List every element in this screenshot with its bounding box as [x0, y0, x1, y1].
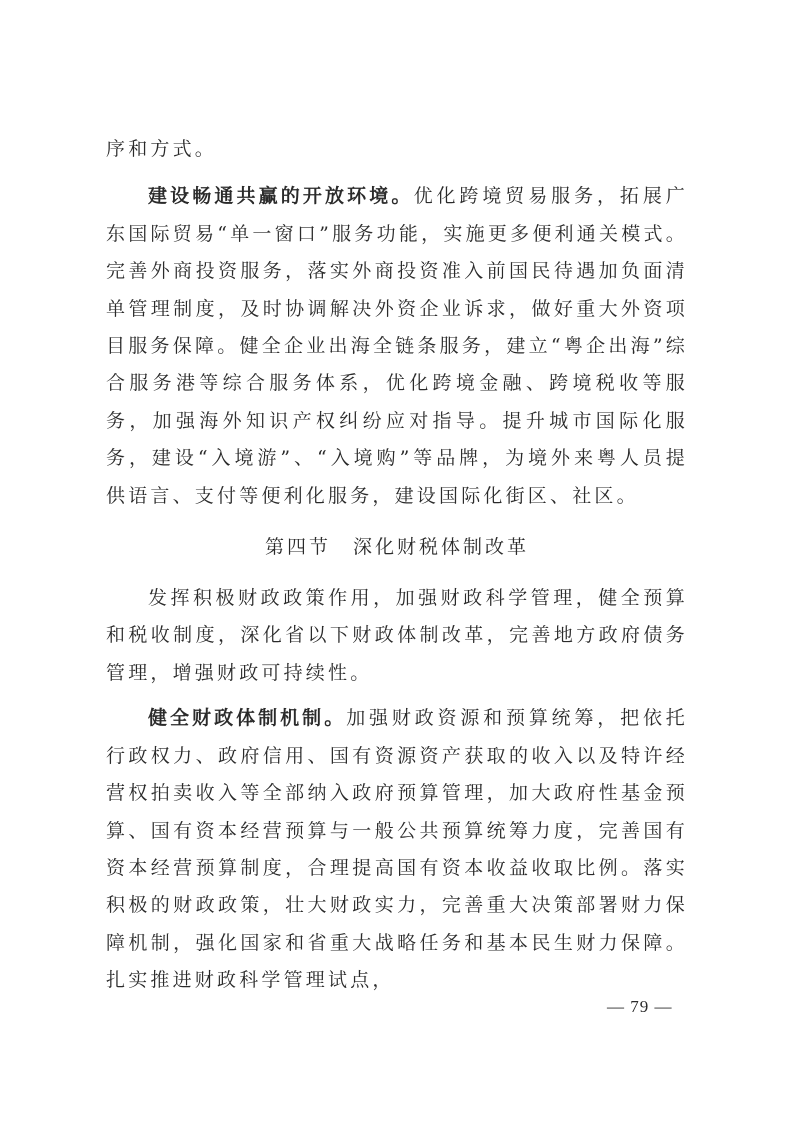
section-heading [106, 532, 688, 562]
paragraph-lead-heading: 健全财政体制机制。 [148, 707, 347, 730]
section-number: 第四节 [264, 536, 331, 559]
section-title-text: 深化财税体制改革 [353, 536, 530, 559]
paragraph-text: 加强财政资源和预算统筹，把依托行政权力、政府信用、国有资源资产获取的收入以及特许经营权拍卖收入等全部纳入政府预算管理，加大政府性基金预算、国有资本经营预算与一般公共预算统筹力度，完善国有资本经营预算制度，合理提高国有资本收益收取比例。落实积极的财政政策，壮大财政实力，完善重大决策部署财力保障机制，强化国家和省重大战略任务和基本民生财力保障。扎实推进财政科学管理试点， [106, 707, 688, 992]
paragraph-text: 序和方式。 [106, 138, 218, 160]
paragraph-fiscal-system [106, 700, 688, 999]
document-body [106, 131, 688, 1000]
paragraph-text: 发挥积极财政政策作用，加强财政科学管理，健全预算和税收制度，深化省以下财政体制改革，完善地方政府债务管理，增强财政可持续性。 [106, 587, 688, 684]
paragraph-open-environment [106, 178, 688, 515]
paragraph-section-intro [106, 580, 688, 692]
paragraph-lead-heading: 建设畅通共赢的开放环境。 [148, 185, 414, 208]
paragraph-text: 优化跨境贸易服务，拓展广东国际贸易“单一窗口”服务功能，实施更多便利通关模式。完善外商投资服务，落实外商投资准入前国民待遇加负面清单管理制度，及时协调解决外资企业诉求，做好重大外资项目服务保障。健全企业出海全链条服务，建立“粤企出海”综合服务港等综合服务体系，优化跨境金融、跨境税收等服务，加强海外知识产权纠纷应对指导。提升城市国际化服务，建设“入境游”、“入境购”等品牌，为境外来粤人员提供语言、支付等便利化服务，建设国际化街区、社区。 [106, 185, 688, 507]
paragraph-continuation [106, 131, 688, 168]
page-number: — 79 — [607, 997, 673, 1016]
